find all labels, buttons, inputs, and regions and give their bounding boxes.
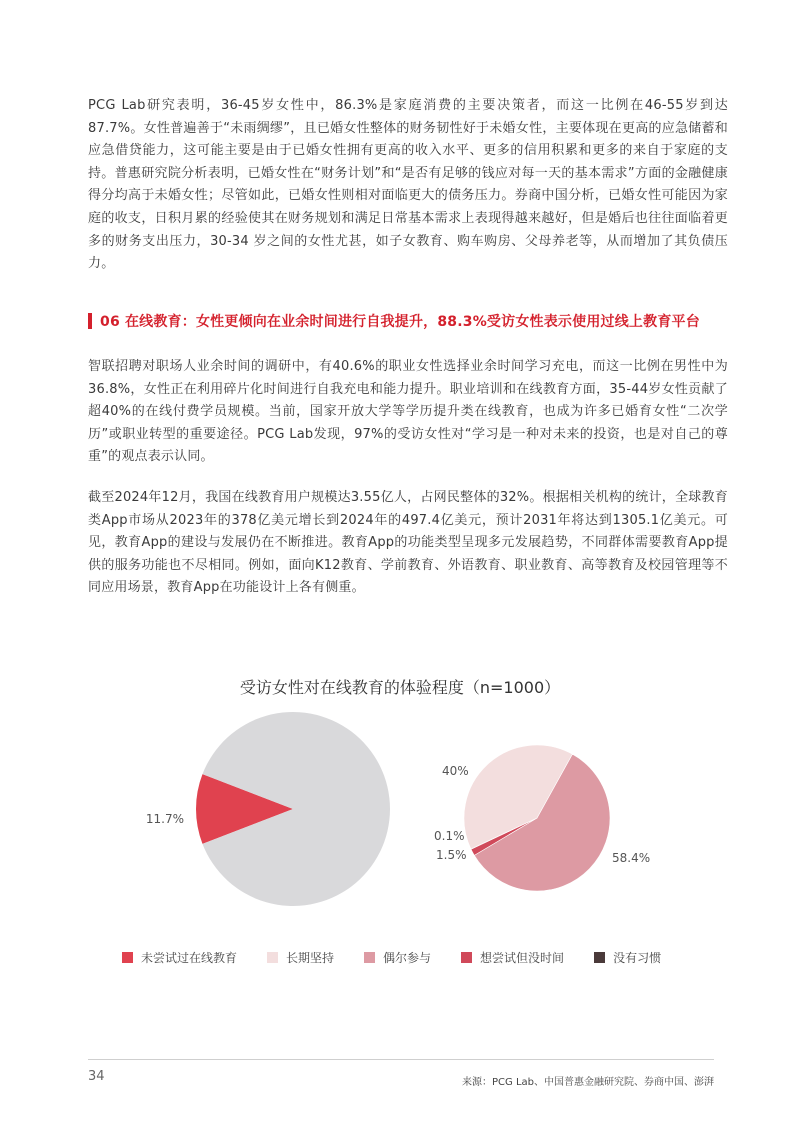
source-note: 来源：PCG Lab、中国普惠金融研究院、券商中国、澎湃 [462,1077,714,1088]
legend-swatch [461,952,472,963]
detail-pie-label-no-habit: 0.1% [434,829,465,843]
legend-item-4 [594,949,661,966]
pie-chart [0,700,800,940]
legend-label: 未尝试过在线教育 [141,951,238,965]
legend-label: 想尝试但没时间 [480,951,565,965]
legend-swatch [122,952,133,963]
legend-label: 偶尔参与 [383,951,432,965]
heading-accent-bar [88,313,92,329]
legend-label: 没有习惯 [613,951,662,965]
body-paragraph-1: PCG Lab研究表明，36-45岁女性中，86.3%是家庭消费的主要决策者，而这一比例在46-55岁到达87.7%。女性普遍善于“未雨绸缪”，且已婚女性整体的财务韧性好于未婚女性，主要体现在更高的应急储蓄和应急借贷能力，这可能主要是由于已婚女性拥有更高的收入水平、更多的信用积累和更多的来自于家庭的支持。普惠研究院分析表明，已婚女性在“财务计划”和“是否有足够的钱应对每一天的基本需求”方面的金融健康得分均高于未婚女性；尽管如此，已婚女性则相对面临更大的债务压力。券商中国分析，已婚女性可能因为家庭的收支，日积月累的经验使其在财务规划和满足日常基本需求上表现得越来越好，但是婚后也往往面临着更多的财务支出压力，30-34 岁之间的女性尤甚，如子女教育、购车购房、父母养老等，从而增加了其负债压力。 [88,98,728,272]
legend-swatch [267,952,278,963]
body-paragraph-3: 截至2024年12月，我国在线教育用户规模达3.55亿人，占网民整体的32%。根据相关机构的统计，全球教育类App市场从2023年的378亿美元增长到2024年的497.4亿美元，预计2031年将达到1305.1亿美元。可见，教育App的建设与发展仍在不断推进。教育App的功能类型呈现多元发展趋势，不同群体需要教育App提供的服务功能也不尽相同。例如，面向K12教育、学前教育、外语教育、职业教育、高等教育及校园管理等不同应用场景，教育App在功能设计上各有侧重。 [88,490,728,596]
legend-label: 长期坚持 [286,951,335,965]
legend-item-2 [364,949,431,966]
main-pie-label-untried: 11.7% [145,812,184,826]
legend-swatch [594,952,605,963]
chart-legend [122,949,691,966]
detail-pie-label-long-term: 40% [442,764,469,778]
section-heading-text: 06 在线教育：女性更倾向在业余时间进行自我提升，88.3%受访女性表示使用过线上教育平台 [100,314,700,330]
footer-divider [88,1059,714,1060]
detail-pie-label-no-time: 1.5% [436,848,467,862]
chart-title: 受访女性对在线教育的体验程度（n=1000） [239,678,561,697]
legend-swatch [364,952,375,963]
legend-item-1 [267,949,334,966]
section-heading [88,311,748,331]
legend-item-0 [122,949,237,966]
page-number: 34 [88,1069,105,1084]
legend-item-3 [461,949,564,966]
body-paragraph-2: 智联招聘对职场人业余时间的调研中，有40.6%的职业女性选择业余时间学习充电，而这一比例在男性中为36.8%，女性正在利用碎片化时间进行自我充电和能力提升。职业培训和在线教育方面，35-44岁女性贡献了超40%的在线付费学员规模。当前，国家开放大学等学历提升类在线教育，也成为许多已婚育女性“二次学历”或职业转型的重要途径。PCG Lab发现，97%的受访女性对“学习是一种对未来的投资，也是对自己的尊重”的观点表示认同。 [88,359,728,465]
detail-pie-label-occasional: 58.4% [612,851,651,865]
